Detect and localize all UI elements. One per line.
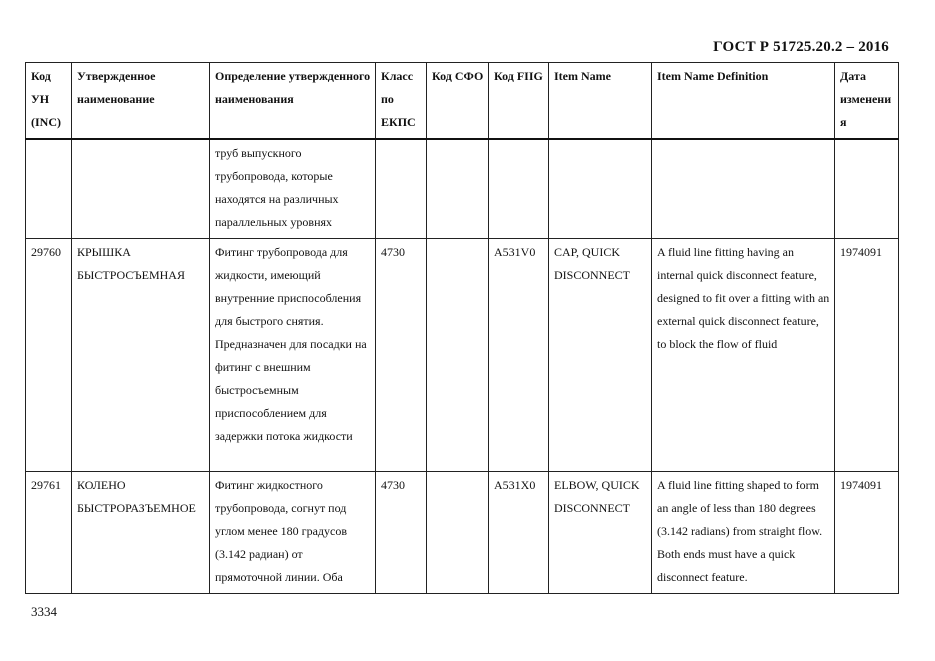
column-header-name: Утвержденное наименование xyxy=(72,63,210,140)
cell-definition: труб выпускного трубопровода, которые находятся на различных параллельных уровнях xyxy=(210,139,376,239)
cell-inc xyxy=(26,139,72,239)
cell-class: 4730 xyxy=(376,239,427,472)
document-title: ГОСТ Р 51725.20.2 – 2016 xyxy=(713,39,889,55)
cell-item-definition: A fluid line fitting having an internal quick disconnect feature, designed to fit over a fitting with an external quick disconnect feature, to block the flow of fluid xyxy=(652,239,835,472)
specification-table xyxy=(25,62,899,594)
cell-definition: Фитинг жидкостного трубопровода, согнут под углом менее 180 градусов (3.142 радиан) от прямоточной линии. Оба xyxy=(210,472,376,594)
column-header-definition: Определение утвержденного наименования xyxy=(210,63,376,140)
cell-name: КРЫШКА БЫСТРОСЪЕМНАЯ xyxy=(72,239,210,472)
cell-class: 4730 xyxy=(376,472,427,594)
cell-inc: 29760 xyxy=(26,239,72,472)
column-header-item-definition: Item Name Definition xyxy=(652,63,835,140)
cell-date xyxy=(835,139,899,239)
cell-fiig xyxy=(489,139,549,239)
table-row xyxy=(26,472,899,594)
table-header-row xyxy=(26,63,899,140)
column-header-sfo: Код СФО xyxy=(427,63,489,140)
cell-inc: 29761 xyxy=(26,472,72,594)
cell-date: 1974091 xyxy=(835,239,899,472)
cell-class xyxy=(376,139,427,239)
cell-item-name: CAP, QUICK DISCONNECT xyxy=(549,239,652,472)
cell-item-name xyxy=(549,139,652,239)
cell-name: КОЛЕНО БЫСТРОРАЗЪЕМНОЕ xyxy=(72,472,210,594)
cell-fiig: A531X0 xyxy=(489,472,549,594)
column-header-class: Класс по ЕКПС xyxy=(376,63,427,140)
cell-fiig: A531V0 xyxy=(489,239,549,472)
cell-sfo xyxy=(427,139,489,239)
cell-name xyxy=(72,139,210,239)
column-header-inc: Код УН (INC) xyxy=(26,63,72,140)
cell-item-name: ELBOW, QUICK DISCONNECT xyxy=(549,472,652,594)
table-row xyxy=(26,139,899,239)
page-number: 3334 xyxy=(31,604,57,619)
cell-sfo xyxy=(427,239,489,472)
cell-date: 1974091 xyxy=(835,472,899,594)
table-row xyxy=(26,239,899,472)
cell-definition: Фитинг трубопровода для жидкости, имеющий внутренние приспособления для быстрого снятия. Предназначен для посадки на фитинг с внешним быстросъемным приспособлением для задержки потока жидкости xyxy=(210,239,376,472)
cell-item-definition: A fluid line fitting shaped to form an angle of less than 180 degrees (3.142 radians) from straight flow. Both ends must have a quick disconnect feature. xyxy=(652,472,835,594)
column-header-item-name: Item Name xyxy=(549,63,652,140)
cell-item-definition xyxy=(652,139,835,239)
column-header-date: Дата изменения xyxy=(835,63,899,140)
cell-sfo xyxy=(427,472,489,594)
column-header-fiig: Код FIIG xyxy=(489,63,549,140)
